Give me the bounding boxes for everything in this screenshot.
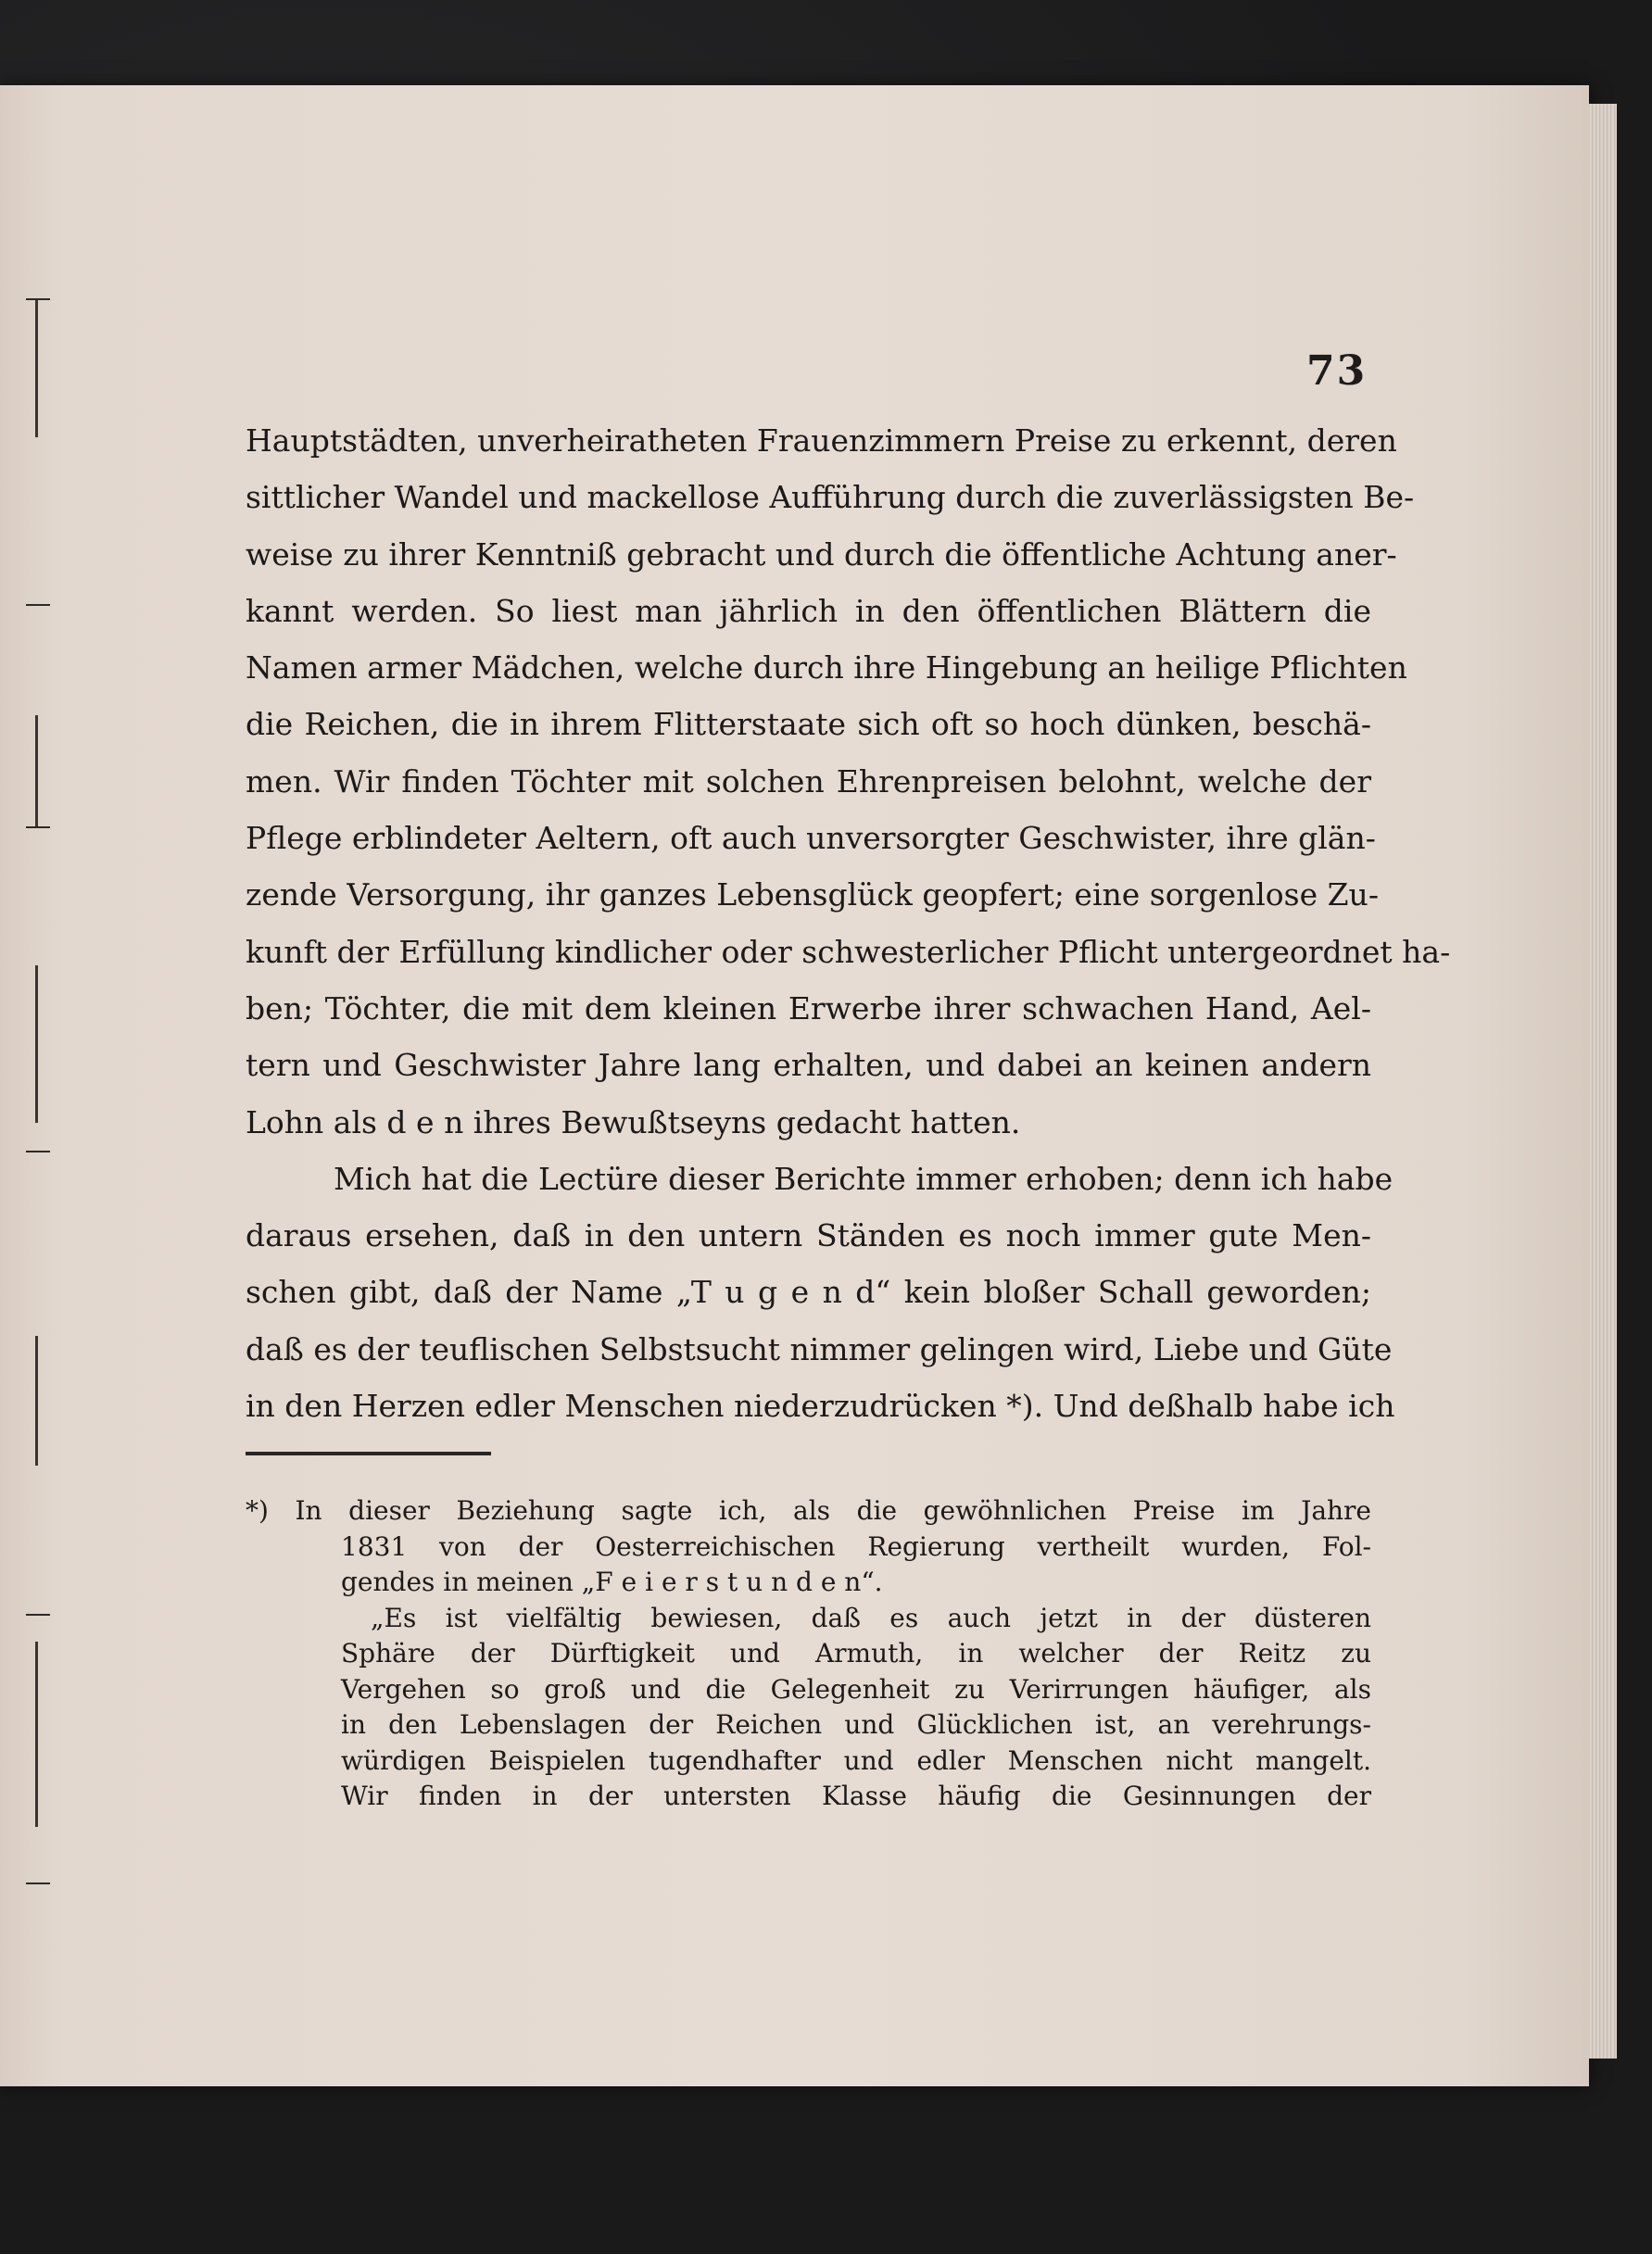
binding-thread	[35, 298, 38, 437]
body-text	[246, 412, 1451, 1434]
page-number: 73	[1306, 347, 1368, 395]
page-edge	[1589, 104, 1617, 2059]
footnote-line: gendes in meinen „F e i e r s t u n d e n“.	[341, 1567, 883, 1597]
body-line: zende Versorgung, ihr ganzes Lebensglück geopfert; eine sorgenlose Zu-	[246, 876, 1379, 913]
binding-thread	[35, 1642, 38, 1827]
binding-stitch	[26, 1614, 50, 1616]
body-line: Mich hat die Lectüre dieser Berichte immer erhoben; denn ich habe	[334, 1160, 1393, 1197]
body-line: daß es der teuflischen Selbstsucht nimmer gelingen wird, Liebe und Güte	[246, 1330, 1393, 1367]
footnote	[246, 1493, 1371, 1815]
body-line: sittlicher Wandel und mackellose Aufführung durch die zuverlässigsten Be-	[246, 479, 1415, 516]
binding-stitch	[26, 826, 50, 828]
body-line: men. Wir finden Töchter mit solchen Ehrenpreisen belohnt, welche der	[246, 762, 1371, 800]
binding-stitch	[26, 298, 50, 300]
body-line: Pflege erblindeter Aeltern, oft auch unversorgter Geschwister, ihre glän-	[246, 820, 1376, 857]
footnote-line: Wir finden in der untersten Klasse häufig die Gesinnungen der	[341, 1781, 1371, 1811]
body-line: kannt werden. So liest man jährlich in den öffentlichen Blättern die	[246, 592, 1371, 629]
binding-thread	[35, 715, 38, 826]
footnote-rule	[246, 1452, 491, 1455]
binding-thread	[35, 1336, 38, 1466]
body-line: ben; Töchter, die mit dem kleinen Erwerbe ihrer schwachen Hand, Ael-	[246, 989, 1371, 1026]
binding-stitch	[26, 604, 50, 606]
binding-thread	[35, 965, 38, 1123]
footnote-line: Vergehen so groß und die Gelegenheit zu Verirrungen häufiger, als	[341, 1673, 1371, 1705]
footnote-line: „Es ist vielfältig bewiesen, daß es auch jetzt in der düsteren	[371, 1602, 1371, 1633]
footnote-line: 1831 von der Oesterreichischen Regierung vertheilt wurden, Fol-	[341, 1530, 1371, 1562]
body-line: in den Herzen edler Menschen niederzudrücken *). Und deßhalb habe ich	[246, 1388, 1395, 1425]
footnote-line: in den Lebenslagen der Reichen und Glücklichen ist, an verehrungs-	[341, 1709, 1371, 1740]
footnote-line: würdigen Beispielen tugendhafter und edler Menschen nicht mangelt.	[341, 1744, 1371, 1776]
body-line: die Reichen, die in ihrem Flitterstaate sich oft so hoch dünken, beschä-	[246, 706, 1371, 743]
body-line: Namen armer Mädchen, welche durch ihre Hingebung an heilige Pflichten	[246, 649, 1407, 686]
body-line: daraus ersehen, daß in den untern Ständen es noch immer gute Men-	[246, 1217, 1371, 1254]
footnote-line: *) In dieser Beziehung sagte ich, als die gewöhnlichen Preise im Jahre	[246, 1495, 1371, 1526]
binding-stitch	[26, 1151, 50, 1152]
body-line: weise zu ihrer Kenntniß gebracht und durch die öffentliche Achtung aner-	[246, 535, 1397, 573]
body-line: kunft der Erfüllung kindlicher oder schwesterlicher Pflicht untergeordnet ha-	[246, 933, 1451, 970]
footnote-line: Sphäre der Dürftigkeit und Armuth, in welcher der Reitz zu	[341, 1638, 1371, 1668]
binding-stitch	[26, 1883, 50, 1884]
body-line: tern und Geschwister Jahre lang erhalten, und dabei an keinen andern	[246, 1047, 1371, 1084]
binding-stitches	[26, 196, 44, 1994]
body-line: Lohn als d e n ihres Bewußtseyns gedacht hatten.	[246, 1103, 1021, 1140]
body-line: schen gibt, daß der Name „T u g e n d“ kein bloßer Schall geworden;	[246, 1274, 1371, 1311]
body-line: Hauptstädten, unverheiratheten Frauenzimmern Preise zu erkennt, deren	[246, 422, 1397, 459]
